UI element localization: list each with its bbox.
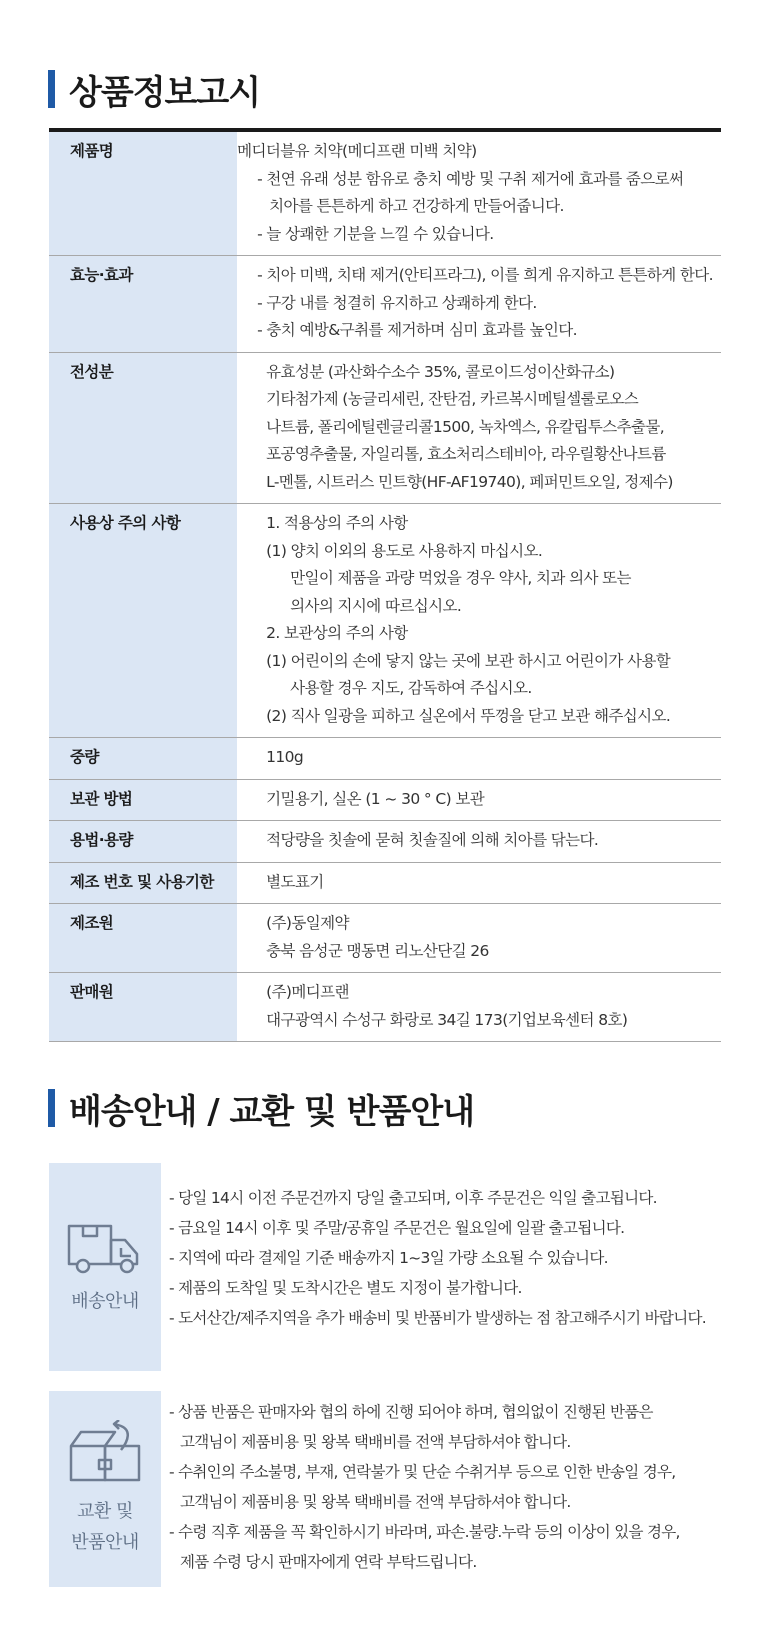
delivery-side-panel [49, 1163, 161, 1371]
row-label: 제품명 [49, 130, 237, 256]
row-value [237, 504, 721, 738]
return-info-box [49, 1391, 721, 1587]
value-line: - 구강 내를 청결히 유지하고 상쾌하게 한다. [257, 293, 537, 312]
value-line: 2. 보관상의 주의 사항 [266, 624, 408, 642]
row-label: 보관 방법 [49, 779, 237, 821]
heading-accent-bar [48, 1089, 55, 1127]
return-label-line2: 반품안내 [71, 1532, 139, 1553]
row-value [237, 738, 721, 780]
row-label: 전성분 [49, 352, 237, 504]
value-line: 치아를 튼튼하게 하고 건강하게 만들어줍니다. [269, 197, 564, 215]
row-label: 제조 번호 및 사용기한 [49, 862, 237, 904]
row-label: 사용상 주의 사항 [49, 504, 237, 738]
delivery-info-box [49, 1163, 721, 1371]
delivery-line: - 금요일 14시 이후 및 주말/공휴일 주문건은 월요일에 일괄 출고됩니다. [169, 1219, 625, 1237]
row-value [237, 779, 721, 821]
delivery-line: - 도서산간/제주지역을 추가 배송비 및 반품비가 발생하는 점 참고해주시기 바랍니다. [169, 1309, 706, 1327]
value-line: 110g [266, 748, 304, 766]
table-row [49, 821, 721, 863]
value-line: L-멘톨, 시트러스 민트향(HF-AF19740), 페퍼민트오일, 정제수) [266, 472, 673, 491]
value-line: 유효성분 (과산화수소수 35%, 콜로이드성이산화규소) [266, 362, 615, 381]
value-line: (1) 어린이의 손에 닿지 않는 곳에 보관 하시고 어린이가 사용할 [266, 651, 671, 670]
value-line: - 치아 미백, 치태 제거(안티프라그), 이를 희게 유지하고 튼튼하게 한다. [257, 266, 713, 284]
table-row [49, 904, 721, 973]
value-line: 대구광역시 수성구 화랑로 34길 173(기업보육센터 8호) [266, 1010, 628, 1029]
row-value [237, 904, 721, 973]
return-line: - 상품 반품은 판매자와 협의 하에 진행 되어야 하며, 협의없이 진행된 반품은 [169, 1403, 653, 1421]
row-label: 제조원 [49, 904, 237, 973]
value-line: 기밀용기, 실온 (1 ~ 30 ° C) 보관 [266, 789, 485, 808]
return-line: 고객님이 제품비용 및 왕복 택배비를 전액 부담하셔야 합니다. [180, 1433, 571, 1451]
value-line: (1) 양치 이외의 용도로 사용하지 마십시오. [266, 541, 543, 560]
value-line: 포공영추출물, 자일리톨, 효소처리스테비아, 라우릴황산나트륨 [266, 445, 666, 463]
return-line: - 수령 직후 제품을 꼭 확인하시기 바라며, 파손.불량.누락 등의 이상이 있을 경우, [169, 1523, 680, 1541]
return-line: - 수취인의 주소불명, 부재, 연락불가 및 단순 수취거부 등으로 인한 반송일 경우, [169, 1463, 676, 1481]
value-line: (주)메디프랜 [266, 983, 349, 1001]
delivery-line: - 당일 14시 이전 주문건까지 당일 출고되며, 이후 주문건은 익일 출고됩니다. [169, 1189, 657, 1207]
value-line: 적당량을 칫솔에 묻혀 칫솔질에 의해 치아를 닦는다. [266, 831, 599, 849]
row-value [237, 862, 721, 904]
table-row [49, 862, 721, 904]
value-line: - 충치 예방&구취를 제거하며 심미 효과를 높인다. [257, 321, 577, 339]
row-label: 용법·용량 [49, 821, 237, 863]
value-line: 메디더블유 치약(메디프랜 미백 치약) [237, 142, 477, 160]
shipping-title: 배송안내 / 교환 및 반품안내 [69, 1091, 475, 1132]
row-value [237, 256, 721, 353]
value-line: 만일이 제품을 과량 먹었을 경우 약사, 치과 의사 또는 [290, 569, 631, 587]
value-line: 별도표기 [266, 872, 324, 891]
value-line: 충북 음성군 맹동면 리노산단길 26 [266, 941, 489, 960]
delivery-text [169, 1183, 721, 1333]
value-line: 의사의 지시에 따르십시오. [290, 596, 462, 615]
delivery-label: 배송안내 [71, 1290, 139, 1312]
value-line: 사용할 경우 지도, 감독하여 주십시오. [290, 679, 532, 697]
row-value [237, 821, 721, 863]
value-line: (2) 직사 일광을 피하고 실온에서 뚜껑을 닫고 보관 해주십시오. [266, 706, 671, 725]
product-info-table [49, 128, 721, 1042]
product-info-title: 상품정보고시 [69, 72, 261, 113]
row-label: 판매원 [49, 973, 237, 1042]
value-line: 기타첨가제 (농글리세린, 잔탄검, 카르복시메틸셀룰로오스 [266, 390, 639, 408]
return-line: 제품 수령 당시 판매자에게 연락 부탁드립니다. [180, 1553, 477, 1571]
table-row [49, 130, 721, 256]
return-line: 고객님이 제품비용 및 왕복 택배비를 전액 부담하셔야 합니다. [180, 1493, 571, 1511]
value-line: 나트륨, 폴리에틸렌글리콜1500, 녹차엑스, 유칼립투스추출물, [266, 417, 665, 436]
value-line: - 천연 유래 성분 함유로 충치 예방 및 구취 제거에 효과를 줌으로써 [257, 169, 684, 188]
table-row [49, 256, 721, 353]
table-row [49, 779, 721, 821]
return-box-icon [65, 1420, 145, 1486]
delivery-line: - 제품의 도착일 및 도착시간은 별도 지정이 불가합니다. [169, 1279, 522, 1297]
table-row [49, 738, 721, 780]
delivery-truck-icon [65, 1218, 145, 1280]
product-info-heading [48, 66, 260, 112]
row-value [237, 352, 721, 504]
value-line: - 늘 상쾌한 기분을 느낄 수 있습니다. [257, 224, 494, 243]
delivery-line: - 지역에 따라 결제일 기준 배송까지 1~3일 가량 소요될 수 있습니다. [169, 1249, 608, 1267]
row-label: 효능·효과 [49, 256, 237, 353]
row-value [237, 130, 721, 256]
return-text [169, 1397, 721, 1577]
row-value [237, 973, 721, 1042]
shipping-heading [48, 1085, 474, 1131]
table-row [49, 352, 721, 504]
value-line: (주)동일제약 [266, 914, 349, 932]
value-line: 1. 적용상의 주의 사항 [266, 514, 408, 532]
table-row [49, 504, 721, 738]
return-label-line1: 교환 및 [77, 1501, 133, 1522]
heading-accent-bar [48, 70, 55, 108]
table-row [49, 973, 721, 1042]
return-label [71, 1496, 139, 1558]
row-label: 중량 [49, 738, 237, 780]
return-side-panel [49, 1391, 161, 1587]
